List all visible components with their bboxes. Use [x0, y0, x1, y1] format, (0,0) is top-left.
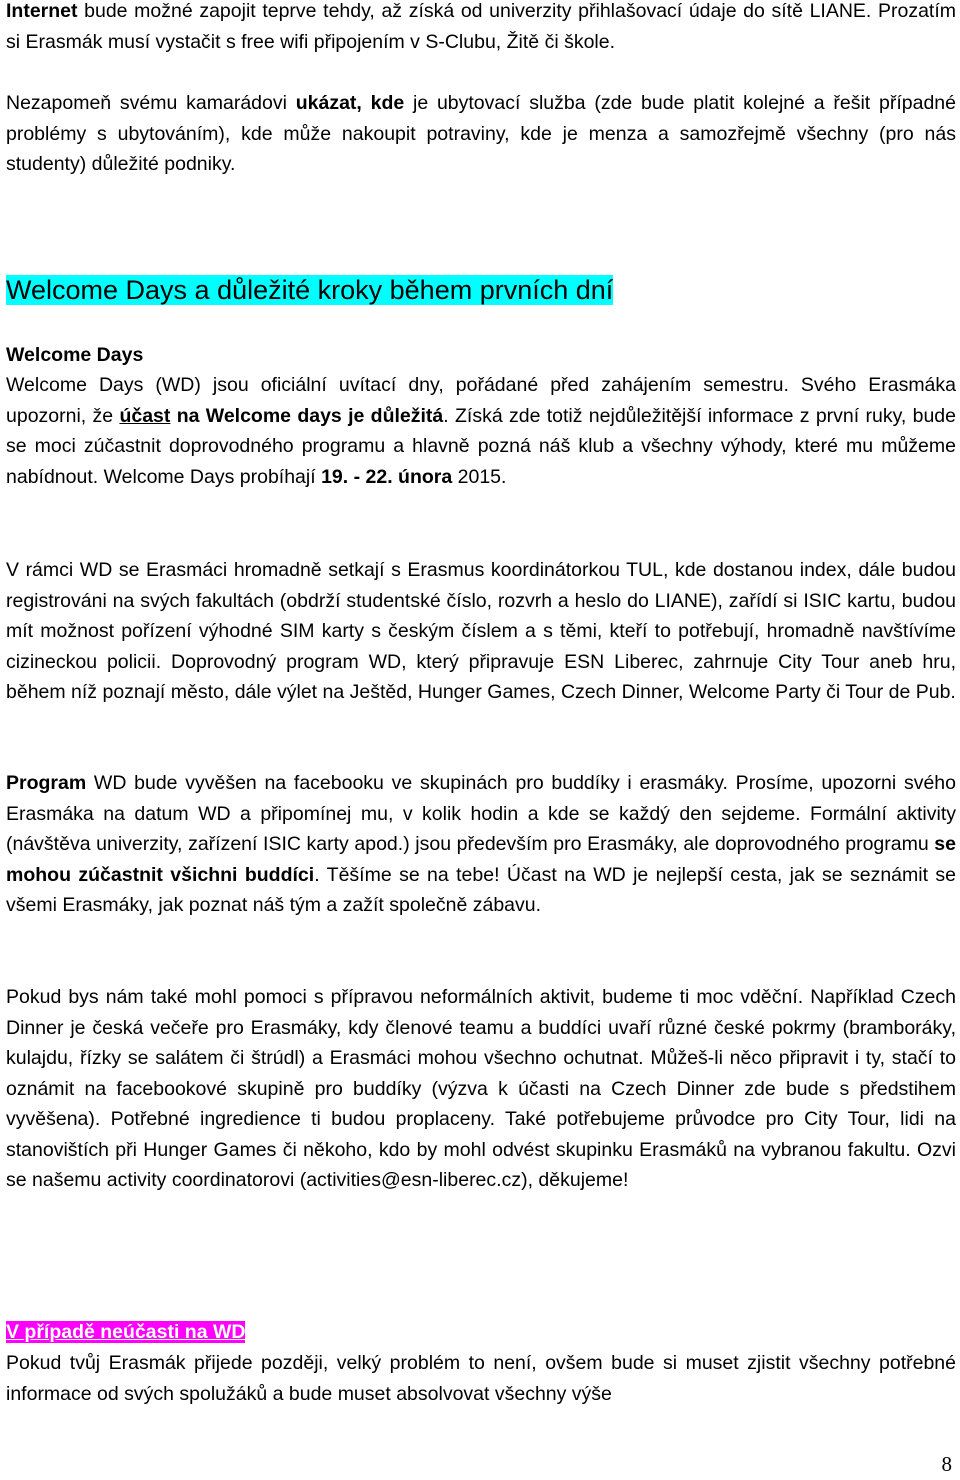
text-run: 2015. [452, 465, 507, 488]
text-run: je ubytovací služba (zde bude platit kolejné a řešit případné problémy s ubytováním), kde může nakoupit potraviny, kde je menza a samozřejmě všechny (pro nás studenty) důležité podniky. [6, 92, 956, 175]
text-run: Pokud tvůj Erasmák přijede později, velký problém to není, ovšem bude si muset zjistit všechny potřebné informace od svých spolužáků a bude muset absolvovat všechny výše [6, 1352, 956, 1405]
subheading-welcome-days: Welcome Days [6, 344, 144, 366]
text-run: Pokud bys nám také mohl pomoci s přípravou neformálních aktivit, budeme ti moc vděční. Například Czech Dinner je česká večeře pro Erasmáky, kdy členové teamu a buddíci uvaří různé české pokrmy (bramboráky, kulajdu, řízky se salátem či štrúdl) a Erasmáci mohou všechno ochutnat. Můžeš-li něco připravit i ty, stačí to oznámit na facebookové skupině pro buddíky (výzva k účasti na Czech Dinner zde bude s předstihem vyvěšena). Potřebné ingredience ti budou proplaceny. Také potřebujeme průvodce pro City Tour, lidi na stanovištích při Hunger Games či někoho, kdo by mohl odvést skupinku Erasmáků na vybranou fakultu. Ozvi se našemu activity coordinatorovi (activities@esn-liberec.cz), děkujeme! [6, 986, 956, 1191]
paragraph-wd-activities [6, 555, 956, 708]
paragraph-show-friend [6, 88, 956, 180]
text-run: se mohou zúčastnit všichni buddíci [6, 833, 956, 886]
text-run: 19. - 22. února [321, 465, 453, 488]
heading-text: Welcome Days a důležité kroky během prvních dní [6, 275, 614, 305]
paragraph-internet [6, 0, 956, 57]
section-heading [6, 271, 613, 309]
text-run: V rámci WD se Erasmáci hromadně setkají s Erasmus koordinátorkou TUL, kde dostanou index, dále budou registrováni na svých fakultách (obdrží studentské číslo, rozvrh a heslo do LIANE), zařídí si ISIC kartu, budou mít možnost pořízení výhodné SIM karty s českým číslem a s těmi, kteří to potřebují, hromadně navštívíme cizineckou policii. Doprovodný program WD, který připravuje ESN Liberec, zahrnuje City Tour aneb hru, během níž poznají město, dále výlet na Ještěd, Hunger Games, Czech Dinner, Welcome Party či Tour de Pub. [6, 559, 956, 703]
text-run: Welcome Days (WD) jsou oficiální uvítací dny, pořádané před zahájením semestru. Svého Erasmáka upozorni, že [6, 374, 956, 427]
text-run: bude možné zapojit teprve tehdy, až získá od univerzity přihlašovací údaje do sítě LIANE. Prozatím si Erasmák musí vystačit s free wifi připojením v S-Clubu, Žitě či škole. [6, 0, 956, 53]
text-run: Nezapomeň svému kamarádovi [6, 92, 296, 114]
text-run: . Získá zde totiž nejdůležitější informace z první ruky, bude se moci zúčastnit doprovodného programu a hlavně pozná náš klub a všechny výhody, které mu můžeme nabídnout. Welcome Days probíhají [6, 404, 956, 488]
paragraph-wd-intro [6, 370, 956, 492]
section-heading-absence [6, 1317, 245, 1347]
page-number: 8 [941, 1452, 952, 1476]
paragraph-help [6, 982, 956, 1196]
paragraph-absence [6, 1348, 956, 1409]
text-run: WD bude vyvěšen na facebooku ve skupinách pro buddíky i erasmáky. Prosíme, upozorni svého Erasmáka na datum WD a připomínej mu, v kolik hodin a kde se každý den sejdeme. Formální aktivity (návštěva univerzity, zařízení ISIC karty apod.) jsou především pro Erasmáky, ale doprovodného programu [6, 772, 956, 855]
text-run: ukázat, kde [295, 92, 405, 114]
paragraph-program [6, 768, 956, 921]
text-run: Program [6, 772, 87, 794]
text-run: účast [119, 404, 171, 427]
text-run: Internet [6, 0, 78, 22]
text-run: . Těšíme se na tebe! Účast na WD je nejlepší cesta, jak se seznámit se všemi Erasmáky, jak poznat náš tým a zažít společně zábavu. [6, 863, 956, 916]
absence-heading-text: V případě neúčasti na WD [6, 1321, 246, 1343]
text-run: na Welcome days je důležitá [170, 404, 444, 427]
